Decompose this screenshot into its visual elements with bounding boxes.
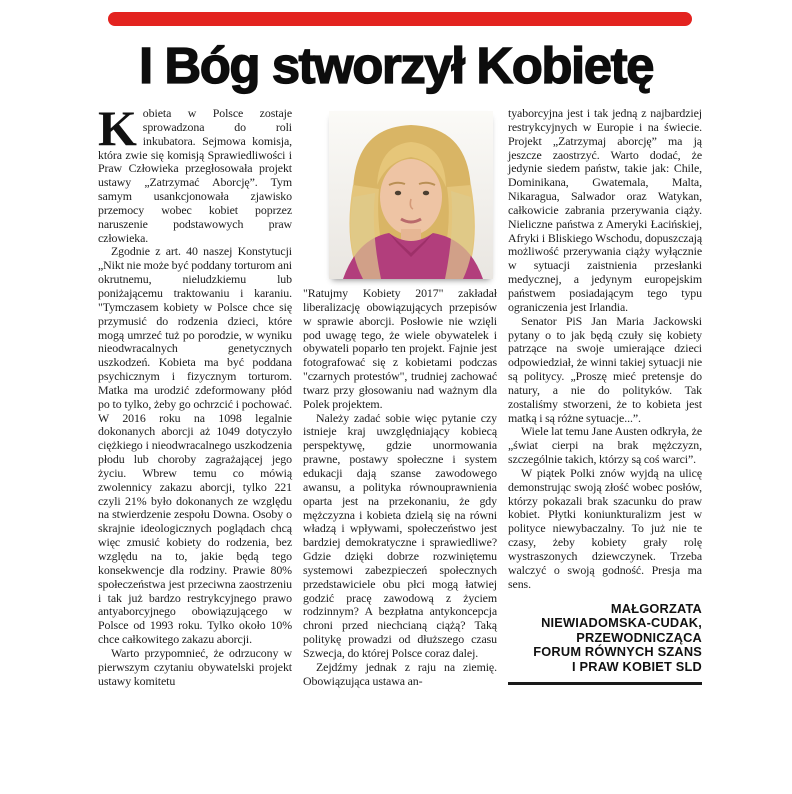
byline-line: I PRAW KOBIET SLD (572, 658, 702, 674)
article-headline: I Bóg stworzył Kobietę (139, 37, 653, 94)
article-column-2 (303, 107, 497, 688)
paragraph: Należy zadać sobie więc pytanie czy istnieje kraj uwzględniający kobiecą perspektywę, gdzie unormowania prawne, postawy społeczne i system edukacji dają szanse zawodowego awansu, a polityka równouprawnienia oparta jest na przekonaniu, że gdy mężczyzna i kobieta dzielą się na równi władzą i wpływami, społeczeństwo jest bardziej demokratyczne i sprawiedliwe? Gdzie dzięki dobrze rozwiniętemu systemowi zabezpieczeń społecznych przedstawiciele obu płci mogą łatwiej godzić pracę zawodową z życiem rodzinnym? A bezpłatna antykoncepcja chroni przed niechcianą ciążą? Taką politykę prowadzi od dłuższego czasu Szwecja, do której Polsce coraz dalej. (303, 410, 497, 660)
paragraph: Senator PiS Jan Maria Jackowski pytany o to jak będą czuły się kobiety patrzące na swoje umierające dzieci odpowiedział, że winni takiej sytuacji nie są politycy. „Proszę mieć pretensje do natury, a nie do polityków. Tak zostaliśmy stworzeni, że to kobieta jest matką i są różne sytuacje...”. (508, 313, 702, 425)
paragraph: "Ratujmy Kobiety 2017" zakładał liberalizację obowiązujących przepisów w sprawie aborcji. Posłowie nie wzięli pod uwagę tego, że wiele obywatelek i obywateli poparło ten projekt. Fajnie jest fotografować się z kobietami podczas "czarnych protestów", trudniej zachować twarz przy głosowaniu nad ważnym dla Polek projektem. (303, 286, 497, 411)
article-column-3 (508, 107, 702, 688)
article-photo (329, 111, 493, 279)
byline-line: MAŁGORZATA (610, 600, 702, 616)
top-red-rule (108, 12, 692, 26)
paragraph: Zejdźmy jednak z raju na ziemię. Obowiązująca ustawa an- (303, 659, 497, 688)
paragraph: tyaborcyjna jest i tak jedną z najbardziej restrykcyjnych w Europie i na świecie. Projekt „Zatrzymaj aborcję” ma ją jeszcze zaostrzyć. Warto dodać, że jedynie siedem państw, takie jak: Chile, Dominikana, Gwatemala, Malta, Nikaragua, Salwador oraz Watykan, całkowicie zabrania przerywania ciąży. Nieliczne państwa z Ameryki Łacińskiej, Afryki i Bliskiego Wschodu, dopuszczają możliwość przerywania ciąży wyłącznie w sytuacji zaistnienia przesłanki medycznej, a jedynym europejskim państwem posiadającym tego typu ograniczenia jest Irlandia. (508, 106, 702, 314)
paragraph: Warto przypomnieć, że odrzucony w pierwszym czytaniu obywatelski projekt ustawy komitetu (98, 645, 292, 688)
byline (508, 602, 702, 685)
portrait-woman-illustration (329, 111, 493, 279)
paragraph: W piątek Polki znów wyjdą na ulicę demonstrując swoją złość wobec posłów, którzy pokazali brak szacunku do praw kobiet. Płytki koniunkturalizm jest w polityce niewybaczalny. To już nie te czasy, żeby kobiety grały rolę wystraszonych dziewczynek. Trzeba walczyć o swoją godność. Presja ma sens. (508, 465, 702, 591)
dropcap: K (98, 100, 137, 156)
paragraph: Zgodnie z art. 40 naszej Konstytucji „Nikt nie może być poddany torturom ani okrutnemu, nieludzkiemu lub poniżającemu traktowaniu i karaniu. "Tymczasem kobiety w Polsce chce się przymusić do rodzenia dzieci, które mogą umrzeć tuż po porodzie, w wyniku nieodwracalnych genetycznych uszkodzeń. Kobieta ma być poddana psychicznym i fizycznym torturom. Matka ma urodzić zdeformowany płód po to tylko, żeby go ochrzcić i pochować. W 2016 roku na 1098 legalnie dokonanych aborcji aż 1049 dotyczyło ciężkiego i nieodwracalnego uszkodzenia płodu lub choroby zagrażającej jego życiu. Wbrew temu co mówią zwolennicy zakazu aborcji, tylko 221 czyli 21% było dokonanych ze względu na stwierdzenie zespołu Downa. Osoby o skrajnie ideologicznych poglądach chcą więc zmusić kobiety do rodzenia, bez względu na to, jakie będą tego konsekwencje dla rodziny. Prawie 80% społeczeństwa jest przeciwna zaostrzeniu i tak już bardzo restrykcyjnego prawo antyaborcyjnego obowiązującego w Polsce od 1993 roku. Tylko około 10% chce całkowitego zakazu aborcji. (98, 244, 292, 647)
article-column-1 (98, 100, 292, 688)
byline-line: PRZEWODNICZĄCA (576, 629, 702, 645)
byline-line: NIEWIADOMSKA-CUDAK, (541, 615, 702, 631)
byline-line: FORUM RÓWNYCH SZANS (533, 644, 702, 660)
paragraph-text: obieta w Polsce zostaje sprowadzona do roli inkubatora. Sejmowa komisja, która zwie się komisją Sprawiedliwości i Praw Człowieka przegłosowała projekt ustawy „Zatrzymać Aborcję”. Tym samym usankcjonowała zjawisko przemocy wobec kobiet poprzez naruszenie podstawowych praw człowieka. (98, 106, 292, 245)
paragraph: Wiele lat temu Jane Austen odkryła, że „świat cierpi na brak mężczyzn, szczególnie takich, którzy są coś warci”. (508, 424, 702, 467)
paragraph (98, 100, 292, 245)
article-body (98, 100, 702, 688)
